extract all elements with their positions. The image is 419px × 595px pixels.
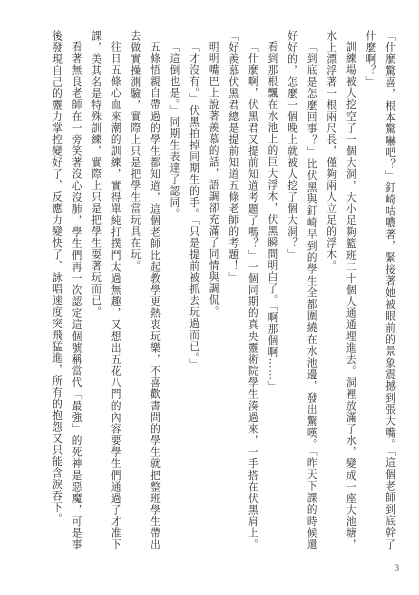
paragraph: 訓練場被人挖空了一個大洞，大小足夠籃班二十個人通通埋進去。洞裡放滿了水，變成一座大池塘，水上漂浮著一根兩尺長，僅夠兩人立足的浮木。 [325,30,357,550]
paragraph: 「這倒也是。」同期生表達了認同。 [168,40,181,220]
paragraph: 看著無良老師在一旁笑著沒心沒肺，學生們再一次認定這個號稱當代「最強」的死神是惡魔，可是事後發現自己的靈力掌控變好了、反應力變快了、詠唱速度突飛猛進，所有的抱怨又只能含淚吞下。 [50,30,83,550]
page-number: 3 [394,563,399,573]
paragraph: 看到那根飄在水池上的巨大浮木，伏黑瞬間明白了。「啊那個啊……」 [266,40,279,392]
page-body [23,30,399,550]
paragraph: 往日五條心血來潮的訓練，實得單純打撲鬥太過無趣，又想出五花八門的內容要學生們通過了才准下課，美其名是特殊訓練，實際上只是把學生耍著玩而已。 [90,30,122,550]
paragraph: 五條悟親自帶過的學生都知道，這個老師比起教學更熱衷玩樂，不喜歡書問的學生就把整班學生帶出去做實操測驗，實際上只是把學生當玩具在玩。 [129,30,161,550]
paragraph: 「什麼啊，伏黑君又提前知道考題了嗎？」一個同期的真央靈術院學生湊過來，一手搭在伏黑肩上。「好羨慕伏黑君總是提前知道五條老師的考題！」 [227,30,259,550]
paragraph: 「才沒有。」伏黑拍掉同期生的手。「只是提前被抓去玩過而已。」 [188,40,201,370]
paragraph: 「到底是怎麼回事？」比伏黑與釘崎早到的學生全都圍繞在水池邊，發出驚嘆。「昨天下課的時候還好好的，怎麼一個晚上就被人挖了個大洞？」 [286,30,318,550]
paragraph: 「什麼驚喜，根本驚嚇吧？」釘崎咕噥著，緊接著她被眼前的景象震撼到張大嘴。「這個老師到底幹了什麼啊？」 [364,30,396,550]
paragraph: 明明嘴巴上說著羨慕的話，語調卻充滿了同情與調侃。 [207,40,220,317]
